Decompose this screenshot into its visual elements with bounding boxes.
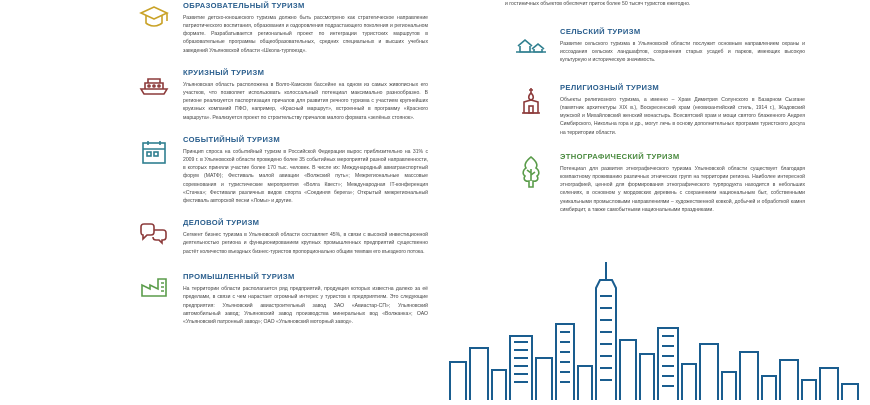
section-body: На территории области располагается ряд предприятий, продукция которых известна далеко за её пределами, в связи с чем нарастает огромный интерес у туристов к предприятиям. Это следующие предприятия: Ульяновский авиастроительный завод ЗАО «Авиастар-СП»; Ульяновский автомобильный завод; Ульяновский завод производства минеральных вод «Волжанка»; ОАО «Ульяновский патронный завод»; ОАО «Ульяновский моторный завод».: [183, 286, 428, 326]
section-educational-tourism: [128, 2, 428, 55]
city-skyline-silhouette: [440, 240, 870, 400]
cruise-ship-icon: [132, 71, 176, 115]
section-title: СОБЫТИЙНЫЙ ТУРИЗМ: [183, 134, 281, 144]
church-icon: [509, 86, 553, 130]
village-house-icon: [509, 30, 553, 74]
top-continuation-paragraph: и гостиничных объектов обеспечит приток более 50 тысяч туристов ежегодно.: [505, 1, 691, 7]
section-religious-tourism: [505, 84, 805, 137]
section-event-tourism: [128, 136, 428, 205]
section-title: ДЕЛОВОЙ ТУРИЗМ: [183, 218, 260, 228]
section-cruise-tourism: [128, 69, 428, 122]
factory-icon: [132, 275, 176, 319]
section-body: Сегмент бизнес туризма в Ульяновской области составляет 45%, в связи с высокой инвестиционной деятельностью региона и функционированием крупных промышленных предприятий существенно растёт количество въездных бизнес-туристов пропорционально общим темпам его въездного потока.: [183, 232, 428, 255]
section-title: КРУИЗНЫЙ ТУРИЗМ: [183, 67, 265, 77]
section-title: ПРОМЫШЛЕННЫЙ ТУРИЗМ: [183, 272, 295, 282]
section-body: Развитие сельского туризма в Ульяновской области послужит основным направлением охраны и иссоздания сельских ландшафтов, сохранения старых усадеб и парков, имеющих высокую культурную и историческую значимость.: [560, 40, 805, 64]
calendar-event-icon: [132, 138, 176, 182]
section-rural-tourism: [505, 28, 805, 68]
section-body: Потенциал для развития этнографического туризма Ульяновской области существует благодаря компактному проживанию различных этнических групп на территории региона. Наиболее интересной этнографией, ценной для формирования этнографического турпродукта находится в небольших селениях, в основном у мордовских деревень с сохранением национальным быт, собственными уникальными промысловыми направлениями – художественной ковкой, добычей и обработкой камня симбирцит, а также самобытными национальными праздниками.: [560, 165, 805, 213]
section-title: ЭТНОГРАФИЧЕСКИЙ ТУРИЗМ: [560, 151, 680, 161]
tree-icon: [509, 155, 553, 199]
graduation-cap-icon: [132, 4, 176, 48]
section-body: Принцип спроса на событийный туризм в Российской Федерации вырос приблизительно на 31% с 2009 г. в Ульяновской области проведено более 35 событийных мероприятий разной направленности, в которых приняли участие более 170 тыс. человек. В числе их: Международный авиатранспортный форум (МАТФ); Фестиваль малой авиации «Волжский путь»; Межрегиональные массовые соревнования и туристические мероприятия «Волга Квест»; Международная IT-конференция «Стачка»; Фестивали различных видов спорта «Соединяя берега»; Открытый межрегиональный фестиваль авторской песни «Ломы» и другие.: [183, 148, 428, 205]
right-column: [505, 28, 805, 223]
business-handshake-icon: [132, 221, 176, 265]
section-body: Ульяновская область расположена в Волго-Камском бассейне на одном из самых живописных его участков, что позволяет использовать колоссальный потенциал максимально разнообразно. В регионе реализуется паспортизация причалов для развития речного туризма с участием крупнейших круизных компаний ПФО, например, «Красный маршрут», встроенный в программу «Красного маршрута». Реализуется проект по строительству причалов малого формата «зелёных стоянок».: [183, 81, 428, 121]
section-title: СЕЛЬСКИЙ ТУРИЗМ: [560, 27, 641, 36]
section-business-tourism: [128, 219, 428, 259]
section-industrial-tourism: [128, 273, 428, 326]
section-body: Объекты религиозного туризма, а именно – Храм Димитрия Солунского в Базарном Сызгане (памятник архитектуры XIX в.), Воскресенский храм (неовизантийский стиль, 1914 г.), Жадовский мужской и Михайловский женский монастырь. Всесвятский храм и мощи святого блаженного Андрея Симбирского, Никольна гора и др., могут лечь в основу дополнительных программ туристского досуга на территории области.: [560, 96, 805, 136]
section-title: ОБРАЗОВАТЕЛЬНЫЙ ТУРИЗМ: [183, 1, 305, 10]
section-title: РЕЛИГИОЗНЫЙ ТУРИЗМ: [560, 83, 660, 92]
section-body: Развитие детско-юношеского туризма должно быть рассмотрено как стратегическое направление патриотического воспитания, образования и оздоровления подрастающего поколения и региональном формате. Разрабатывается региональный проект по интеграции туристских маршрутов в образовательные программы общеобразовательных, средних специальных и высших учебных заведений Ульяновской области «Школа-турпоезд».: [183, 14, 428, 54]
left-column: [128, 0, 428, 335]
section-ethnographic-tourism: [505, 153, 805, 214]
